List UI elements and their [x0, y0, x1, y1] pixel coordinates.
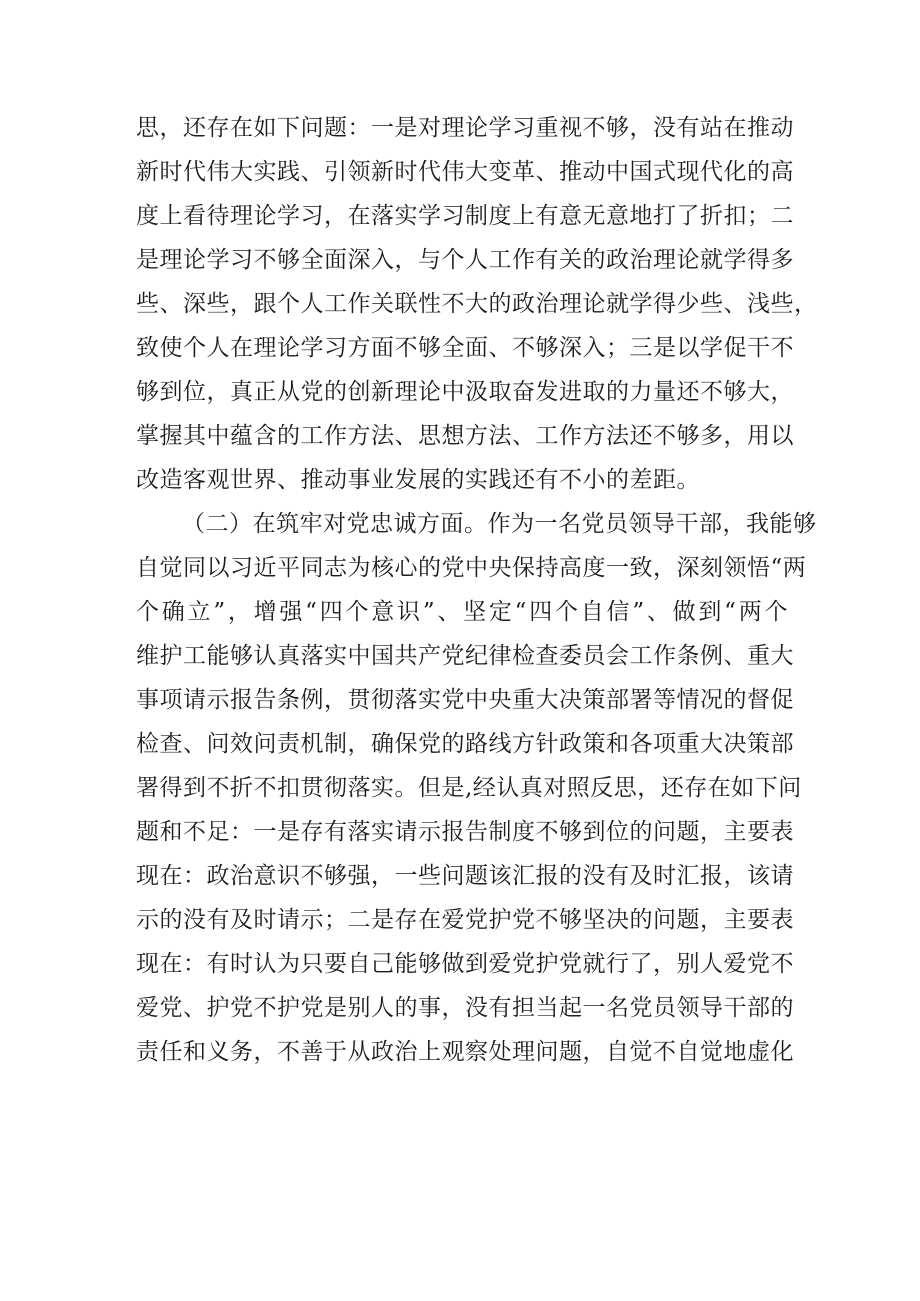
paragraph-line: 致使个人在理论学习方面不够全面、不够深入；三是以学促干不 — [136, 335, 794, 361]
paragraph-line: 维护工能够认真落实中国共产党纪律检查委员会工作条例、重大 — [136, 643, 794, 669]
paragraph-line: 爱党、护党不护党是别人的事，没有担当起一名党员领导干部的 — [136, 995, 794, 1021]
paragraph-line: 事项请示报告条例，贯彻落实党中央重大决策部署等情况的督促 — [136, 687, 794, 713]
paragraph-line: 现在：政治意识不够强，一些问题该汇报的没有及时汇报，该请 — [136, 863, 794, 889]
paragraph-line: 示的没有及时请示；二是存在爱党护党不够坚决的问题，主要表 — [136, 907, 794, 933]
paragraph-line: 掌握其中蕴含的工作方法、思想方法、工作方法还不够多，用以 — [136, 423, 794, 449]
paragraph-line: 些、深些，跟个人工作关联性不大的政治理论就学得少些、浅些， — [136, 291, 818, 317]
paragraph-line: 改造客观世界、推动事业发展的实践还有不小的差距。 — [136, 467, 700, 493]
paragraph-line: 责任和义务，不善于从政治上观察处理问题，自觉不自觉地虚化 — [136, 1039, 794, 1065]
paragraph-line: 检查、问效问责机制，确保党的路线方针政策和各项重大决策部 — [136, 731, 794, 757]
paragraph-line: 新时代伟大实践、引领新时代伟大变革、推动中国式现代化的高 — [136, 159, 794, 185]
paragraph-line: 是理论学习不够全面深入，与个人工作有关的政治理论就学得多 — [136, 247, 794, 273]
paragraph-line: 署得到不折不扣贯彻落实。但是,经认真对照反思，还存在如下问 — [136, 775, 802, 801]
paragraph-line: （二）在筑牢对党忠诚方面。作为一名党员领导干部，我能够 — [182, 511, 817, 537]
paragraph-line: 自觉同以习近平同志为核心的党中央保持高度一致，深刻领悟“两 — [136, 555, 807, 581]
paragraph-line: 思，还存在如下问题：一是对理论学习重视不够，没有站在推动 — [136, 115, 794, 141]
paragraph-line: 题和不足：一是存有落实请示报告制度不够到位的问题，主要表 — [136, 819, 794, 845]
paragraph-line: 个确立”，增强“四个意识”、坚定“四个自信”、做到“两个 — [136, 599, 788, 625]
paragraph-line: 度上看待理论学习，在落实学习制度上有意无意地打了折扣；二 — [136, 203, 794, 229]
paragraph-line: 现在：有时认为只要自己能够做到爱党护党就行了，别人爱党不 — [136, 951, 794, 977]
paragraph-line: 够到位，真正从党的创新理论中汲取奋发进取的力量还不够大， — [136, 379, 794, 405]
